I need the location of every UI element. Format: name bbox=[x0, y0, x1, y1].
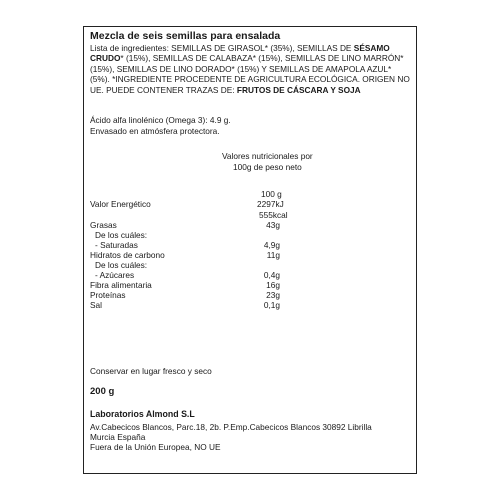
company-name: Laboratorios Almond S.L bbox=[90, 409, 195, 419]
ingredients-text-2: * (15%), SEMILLAS DE CALABAZA* (15%), SEMILLAS DE LINO MARRÓN* (15%), SEMILLAS DE LINO DORADO* (15%) Y SEMILLAS DE AMAPOLA AZUL* (5%). *INGREDIENTE PROCEDENTE DE AGRICULTURA ECOLÓGICA. ORIGEN NO UE. PUEDE CONTENER TRAZAS DE: bbox=[90, 53, 410, 95]
carbs-of-which-label: De los cuáles: bbox=[95, 260, 148, 270]
nutrition-heading-line2: 100g de peso neto bbox=[233, 162, 302, 172]
packaging-note: Envasado en atmósfera protectora. bbox=[90, 126, 220, 136]
carbs-label: Hidratos de carbono bbox=[90, 250, 165, 260]
energy-label: Valor Energético bbox=[90, 199, 151, 209]
fat-of-which-label: De los cuáles: bbox=[95, 230, 148, 240]
salt-value: 0,1g bbox=[263, 300, 280, 310]
protein-value: 23g bbox=[266, 290, 280, 300]
product-label bbox=[83, 26, 417, 474]
storage-instructions: Conservar en lugar fresco y seco bbox=[90, 366, 212, 376]
saturates-value: 4,9g bbox=[263, 240, 280, 250]
omega-note: Ácido alfa linolénico (Omega 3): 4.9 g. bbox=[90, 115, 231, 125]
carbs-value: 11g bbox=[266, 250, 280, 260]
ingredients-text-1: Lista de ingredientes: SEMILLAS DE GIRASOL* (35%), SEMILLAS DE bbox=[90, 43, 354, 53]
origin-statement: Fuera de la Unión Europea, NO UE bbox=[90, 442, 221, 452]
nutrition-per-amount: 100 g bbox=[261, 189, 282, 199]
fibre-value: 16g bbox=[266, 280, 280, 290]
fat-label: Grasas bbox=[90, 220, 117, 230]
sugars-value: 0,4g bbox=[263, 270, 280, 280]
product-title: Mezcla de seis semillas para ensalada bbox=[90, 30, 281, 42]
net-weight: 200 g bbox=[90, 386, 115, 397]
sugars-label: - Azúcares bbox=[95, 270, 135, 280]
energy-kcal-value: 555kcal bbox=[259, 210, 288, 220]
company-address-line1: Av.Cabecicos Blancos, Parc.18, 2b. P.Emp.Cabecicos Blancos 30892 Librilla bbox=[90, 422, 372, 432]
saturates-label: - Saturadas bbox=[95, 240, 138, 250]
protein-label: Proteínas bbox=[90, 290, 126, 300]
fibre-label: Fibra alimentaria bbox=[90, 280, 152, 290]
salt-label: Sal bbox=[90, 300, 102, 310]
ingredients-allergen-2: FRUTOS DE CÁSCARA Y SOJA bbox=[236, 84, 361, 95]
company-address-line2: Murcia España bbox=[90, 432, 146, 442]
ingredients-allergen-1: SÉSAMO CRUDO bbox=[90, 43, 390, 64]
ingredients-list bbox=[90, 43, 412, 95]
energy-kj-value: 2297kJ bbox=[257, 199, 284, 209]
nutrition-heading-line1: Valores nutricionales por bbox=[222, 151, 313, 161]
fat-value: 43g bbox=[266, 220, 280, 230]
